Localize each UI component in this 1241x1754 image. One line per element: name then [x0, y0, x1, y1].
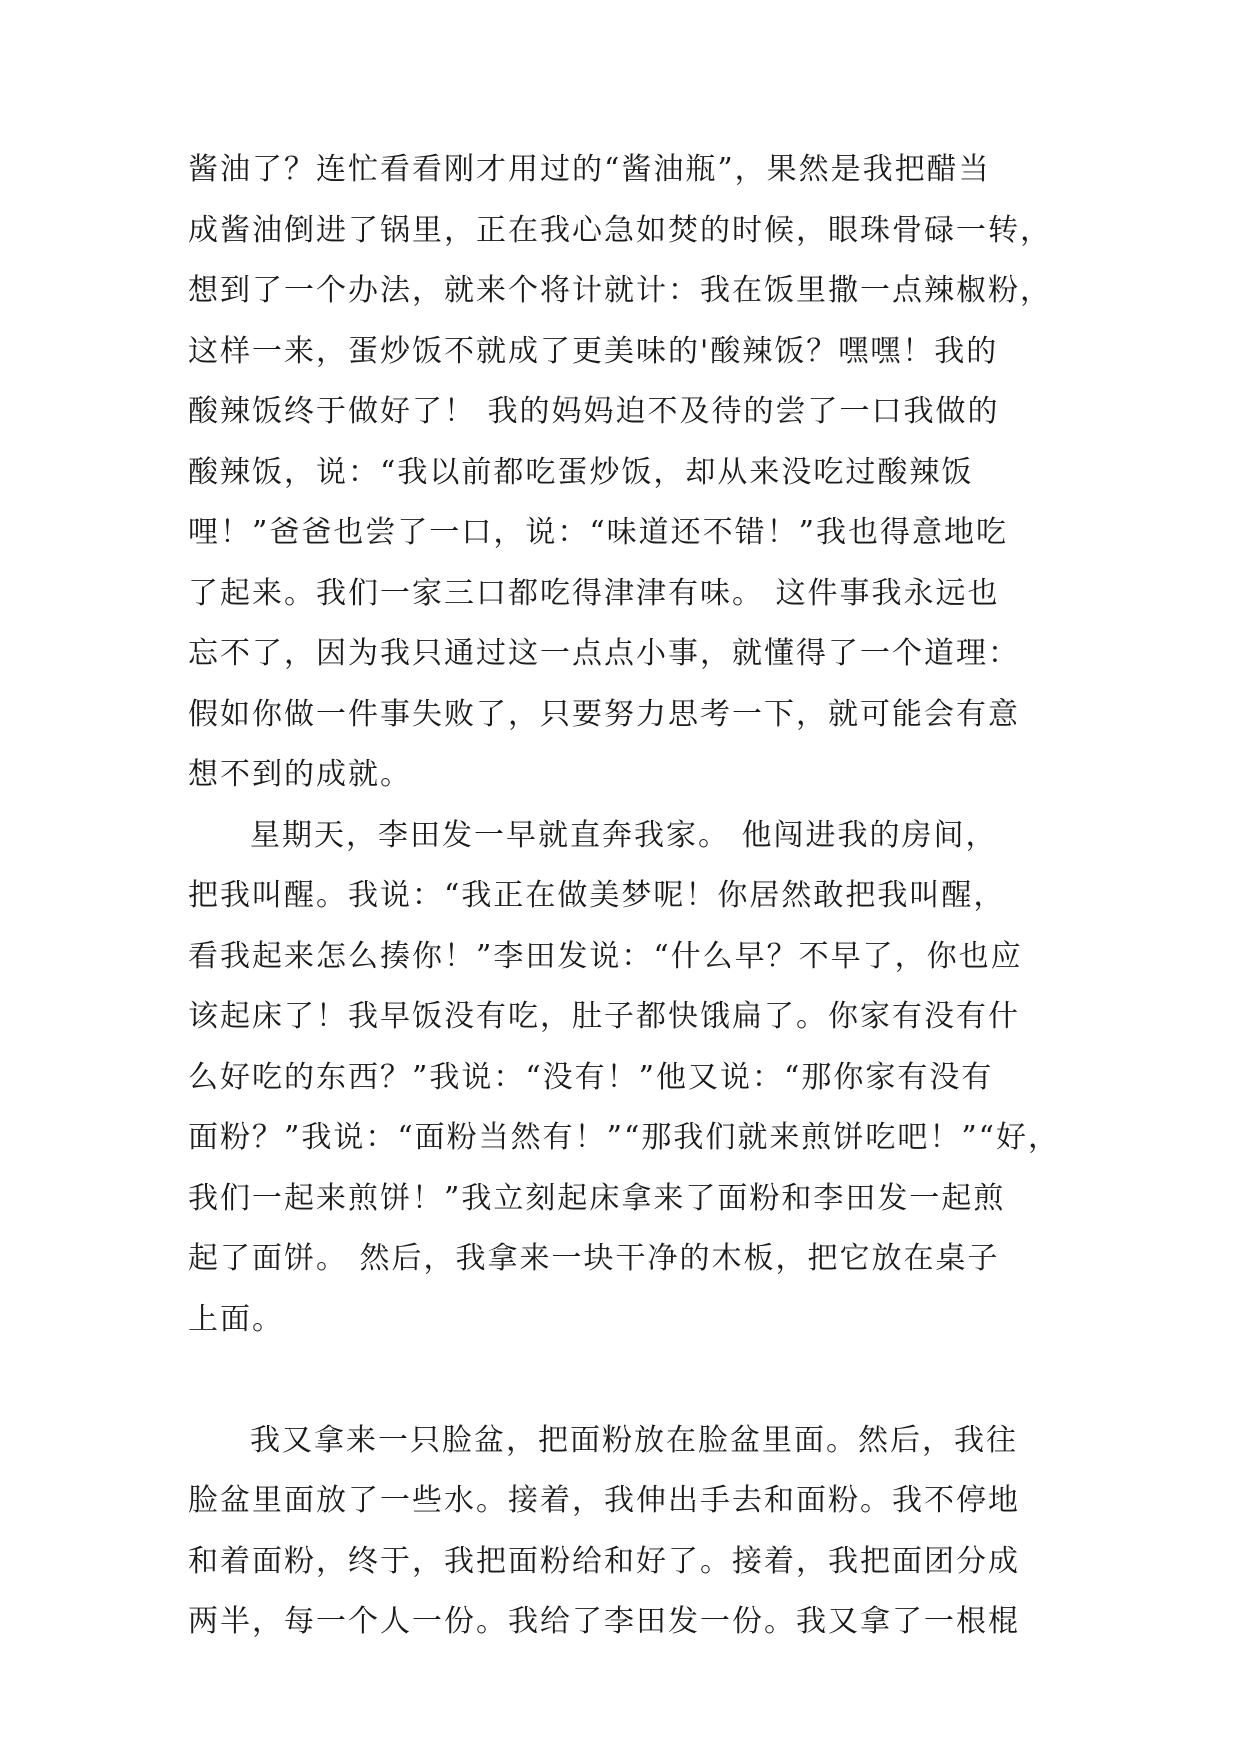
text-line: 这样一来，蛋炒饭不就成了更美味的'酸辣饭？嘿嘿！我的: [188, 333, 999, 369]
text-line: 该起床了！我早饭没有吃，肚子都快饿扁了。你家有没有什: [188, 999, 1020, 1034]
text-line: 想到了一个办法，就来个将计就计：我在饭里撒一点辣椒粉，: [188, 273, 1052, 308]
text-line: 了起来。我们一家三口都吃得津津有味。 这件事我永远也: [188, 575, 1000, 611]
text-line: 哩！”爸爸也尝了一口，说：“味道还不错！”我也得意地吃: [188, 515, 1009, 550]
paragraph-3: [188, 1411, 1068, 1653]
text-line: 酸辣饭，说：“我以前都吃蛋炒饭，却从来没吃过酸辣饭: [188, 454, 974, 490]
text-line: 星期天，李田发一早就直奔我家。 他闯进我的房间，: [250, 817, 998, 853]
text-line: 面粉？”我说：“面粉当然有！”“那我们就来煎饼吃吧！”“好，: [188, 1120, 1061, 1155]
text-line: 么好吃的东西？”我说：“没有！”他又说：“那你家有没有: [188, 1059, 994, 1095]
paragraph-1: [188, 140, 1068, 806]
text-line: 想不到的成就。: [188, 757, 412, 792]
text-line: 我们一起来煎饼！”我立刻起床拿来了面粉和李田发一起煎: [188, 1180, 1006, 1216]
paragraph-2: [188, 806, 1068, 1411]
text-line: 我又拿来一只脸盆，把面粉放在脸盆里面。然后，我往: [250, 1422, 1018, 1458]
text-line: 看我起来怎么揍你！”李田发说：“什么早？不早了，你也应: [188, 938, 1023, 974]
text-line: 把我叫醒。我说：“我正在做美梦呢！你居然敢把我叫醒，: [188, 878, 1006, 913]
text-line: 成酱油倒进了锅里，正在我心急如焚的时候，眼珠骨碌一转，: [188, 212, 1052, 248]
text-line: 和着面粉，终于，我把面粉给和好了。接着，我把面团分成: [188, 1543, 1020, 1579]
text-line: 酱油了？连忙看看刚才用过的“酱油瓶”，果然是我把醋当: [188, 152, 991, 187]
text-line: [188, 1350, 1068, 1411]
text-line: 酸辣饭终于做好了！ 我的妈妈迫不及待的尝了一口我做的: [188, 394, 1000, 429]
text-line: 脸盆里面放了一些水。接着，我伸出手去和面粉。我不停地: [188, 1483, 1020, 1518]
text-line: 上面。: [188, 1301, 284, 1337]
text-line: 忘不了，因为我只通过这一点点小事，就懂得了一个道理：: [188, 636, 1020, 671]
body-text: [188, 140, 1068, 1653]
text-line: 两半，每一个人一份。我给了李田发一份。我又拿了一根棍: [188, 1604, 1020, 1639]
text-line: 起了面饼。 然后，我拿来一块干净的木板，把它放在桌子: [188, 1241, 1000, 1276]
text-line: 假如你做一件事失败了，只要努力思考一下，就可能会有意: [188, 696, 1020, 732]
